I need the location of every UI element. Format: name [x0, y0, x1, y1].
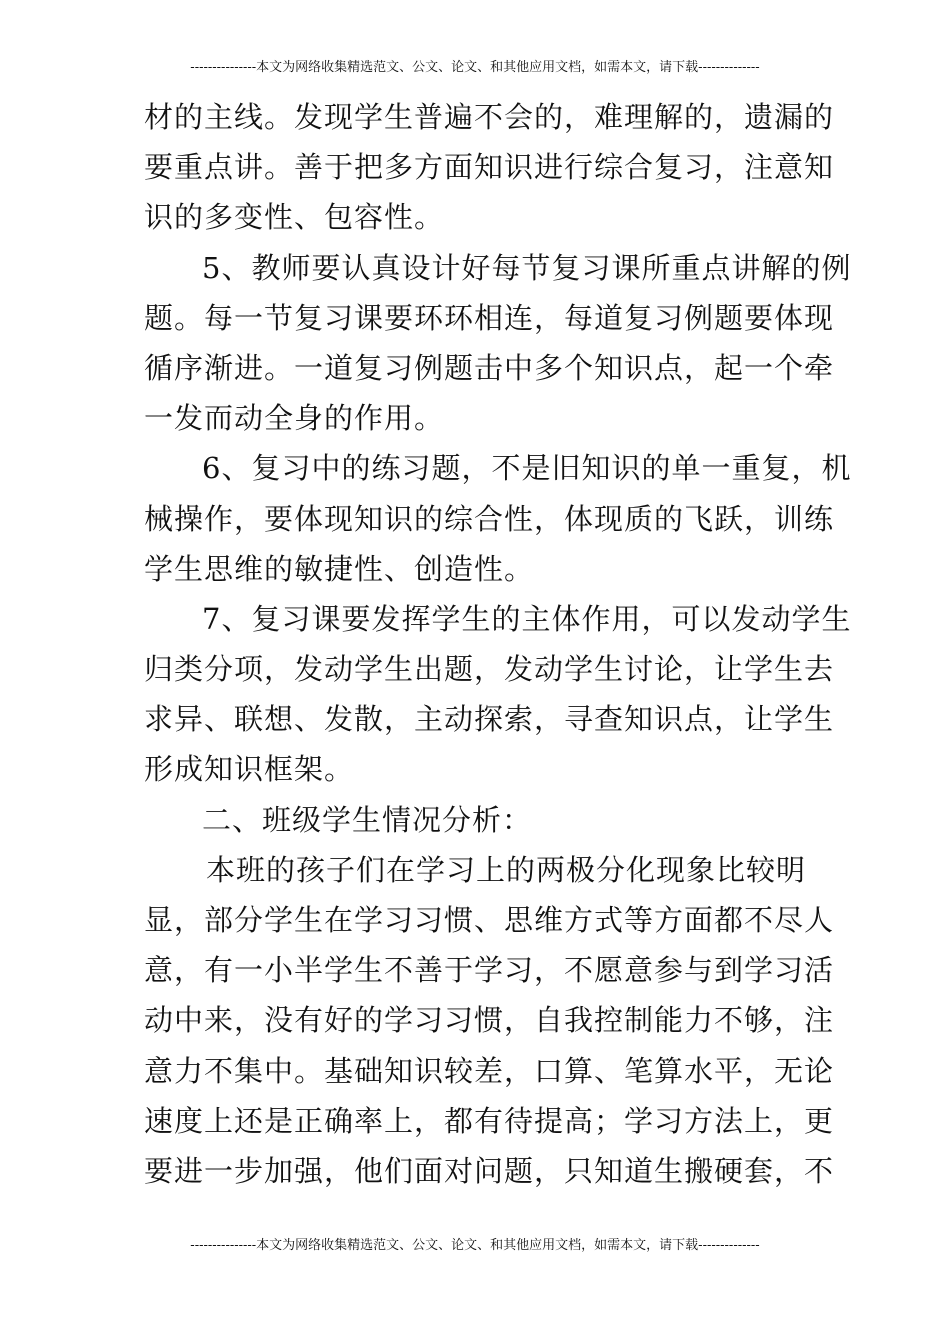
text-line: 循序渐进。一道复习例题击中多个知识点，起一个牵 — [144, 350, 835, 385]
page-header: ---------------本文为网络收集精选范文、公文、论文、和其他应用文档，如需本文，请下载-------------- — [190, 60, 760, 75]
text-line: 意力不集中。基础知识较差，口算、笔算水平，无论 — [144, 1053, 835, 1088]
page-footer: ---------------本文为网络收集精选范文、公文、论文、和其他应用文档，如需本文，请下载-------------- — [190, 1238, 760, 1253]
text-line: 归类分项，发动学生出题，发动学生讨论，让学生去 — [144, 652, 835, 687]
text-line: 意，有一小半学生不善于学习，不愿意参与到学习活 — [144, 953, 835, 988]
text-line: 动中来，没有好的学习习惯，自我控制能力不够，注 — [144, 1003, 835, 1038]
text-line: 求异、联想、发散，主动探索，寻查知识点，让学生 — [144, 702, 835, 737]
text-line: 题。每一节复习课要环环相连，每道复习例题要体现 — [144, 300, 835, 335]
text-line: 一发而动全身的作用。 — [144, 401, 445, 436]
text-line: 形成知识框架。 — [144, 752, 355, 787]
section-heading: 二、班级学生情况分析： — [202, 802, 533, 837]
text-line: 本班的孩子们在学习上的两极分化现象比较明 — [206, 852, 807, 887]
text-line: 械操作，要体现知识的综合性，体现质的飞跃，训练 — [144, 501, 835, 536]
document-body — [144, 92, 852, 1196]
text-line: 要进一步加强，他们面对问题，只知道生搬硬套，不 — [144, 1153, 835, 1188]
text-line: 材的主线。发现学生普遍不会的，难理解的，遗漏的 — [144, 100, 835, 134]
text-line: 要重点讲。善于把多方面知识进行综合复习，注意知 — [144, 150, 835, 185]
text-line: 7、复习课要发挥学生的主体作用，可以发动学生 — [202, 601, 852, 636]
text-line: 识的多变性、包容性。 — [144, 200, 445, 235]
text-line: 学生思维的敏捷性、创造性。 — [144, 551, 535, 586]
text-line: 显，部分学生在学习习惯、思维方式等方面都不尽人 — [144, 903, 835, 937]
text-line: 速度上还是正确率上，都有待提高；学习方法上，更 — [144, 1103, 835, 1138]
text-line: 5、教师要认真设计好每节复习课所重点讲解的例 — [202, 250, 852, 285]
text-line: 6、复习中的练习题，不是旧知识的单一重复，机 — [202, 451, 852, 486]
